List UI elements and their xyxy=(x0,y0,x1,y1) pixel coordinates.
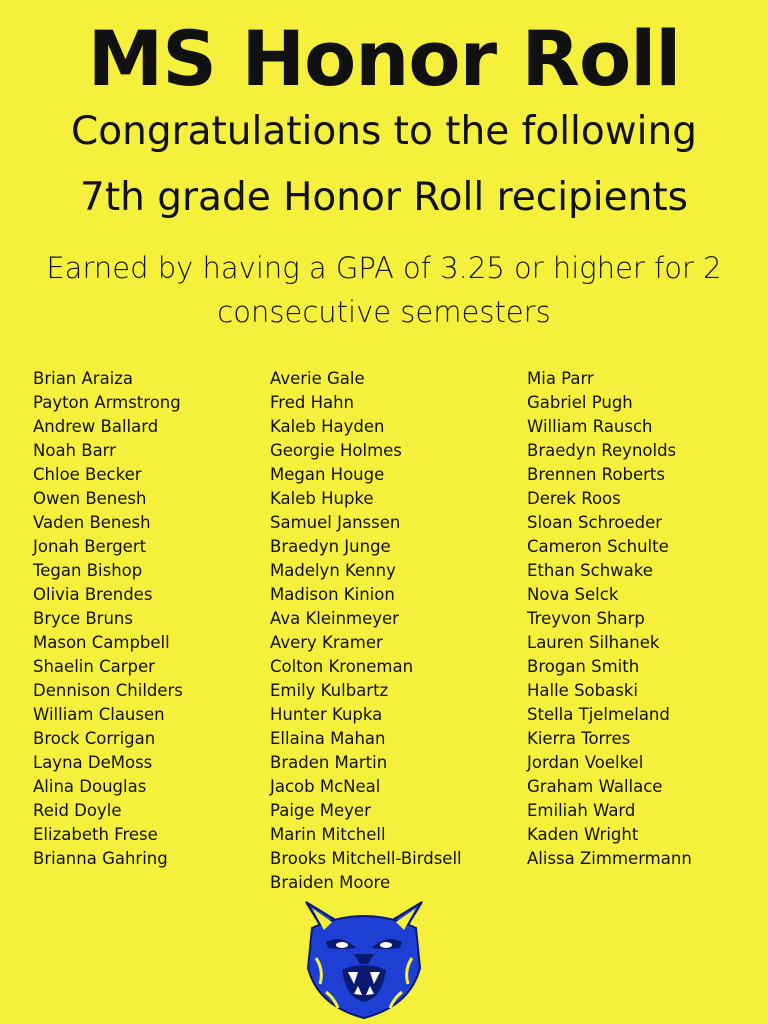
honoree-name: Emily Kulbartz xyxy=(270,681,389,700)
honoree-name: Olivia Brendes xyxy=(33,585,153,604)
honoree-name: Bryce Bruns xyxy=(33,609,133,628)
honoree-name: Braedyn Reynolds xyxy=(527,441,677,460)
honoree-name: Ethan Schwake xyxy=(527,561,653,580)
honoree-name: Braedyn Junge xyxy=(270,537,391,556)
honoree-name: Megan Houge xyxy=(270,465,385,484)
honoree-name: Alina Douglas xyxy=(33,777,147,796)
honoree-name: Jacob McNeal xyxy=(270,777,381,796)
subtitle-line-2: 7th grade Honor Roll recipients xyxy=(80,175,688,220)
honoree-name: Cameron Schulte xyxy=(527,537,669,556)
honoree-name: Owen Benesh xyxy=(33,489,147,508)
honoree-name: Shaelin Carper xyxy=(33,657,155,676)
honoree-name: Kaleb Hupke xyxy=(270,489,374,508)
page-title: MS Honor Roll xyxy=(87,14,681,103)
names-column-3 xyxy=(527,367,692,871)
honoree-name: Emiliah Ward xyxy=(527,801,636,820)
honoree-name: Mason Campbell xyxy=(33,633,170,652)
honoree-name: Brian Araiza xyxy=(33,369,134,388)
honoree-name: Stella Tjelmeland xyxy=(527,705,670,724)
honoree-name: Hunter Kupka xyxy=(270,705,383,724)
honoree-name: Brennen Roberts xyxy=(527,465,665,484)
honoree-name: Dennison Childers xyxy=(33,681,183,700)
criteria-line-2: consecutive semesters xyxy=(217,295,551,329)
honoree-name: Georgie Holmes xyxy=(270,441,402,460)
honoree-name: Treyvon Sharp xyxy=(527,609,645,628)
honoree-name: Braiden Moore xyxy=(270,873,391,892)
honoree-name: William Clausen xyxy=(33,705,165,724)
honoree-name: Jonah Bergert xyxy=(33,537,147,556)
honoree-name: Gabriel Pugh xyxy=(527,393,633,412)
criteria-line-1: Earned by having a GPA of 3.25 or higher for 2 xyxy=(46,251,722,285)
honoree-name: Layna DeMoss xyxy=(33,753,153,772)
honoree-name: Fred Hahn xyxy=(270,393,355,412)
honoree-name: Mia Parr xyxy=(527,369,594,388)
honoree-name: Madelyn Kenny xyxy=(270,561,396,580)
honoree-name: Paige Meyer xyxy=(270,801,371,820)
honoree-name: Brock Corrigan xyxy=(33,729,156,748)
honoree-name: Nova Selck xyxy=(527,585,619,604)
subtitle-line-1: Congratulations to the following xyxy=(71,109,697,154)
honoree-name: Graham Wallace xyxy=(527,777,663,796)
honoree-name: Ellaina Mahan xyxy=(270,729,386,748)
honoree-name: Brianna Gahring xyxy=(33,849,168,868)
honoree-name: Sloan Schroeder xyxy=(527,513,663,532)
honoree-name: Madison Kinion xyxy=(270,585,395,604)
names-column-1 xyxy=(33,367,183,871)
honoree-name: Samuel Janssen xyxy=(270,513,401,532)
honoree-name: Colton Kroneman xyxy=(270,657,414,676)
honoree-name: Kaleb Hayden xyxy=(270,417,385,436)
honoree-name: Lauren Silhanek xyxy=(527,633,660,652)
honoree-name: Averie Gale xyxy=(270,369,365,388)
honoree-name: Noah Barr xyxy=(33,441,116,460)
honoree-name: Kaden Wright xyxy=(527,825,639,844)
criteria-text xyxy=(0,246,768,334)
honoree-name: Brogan Smith xyxy=(527,657,640,676)
honoree-name: Braden Martin xyxy=(270,753,388,772)
honoree-name: Brooks Mitchell-Birdsell xyxy=(270,849,462,868)
honoree-name: Vaden Benesh xyxy=(33,513,151,532)
honoree-name: Jordan Voelkel xyxy=(527,753,644,772)
honoree-name: William Rausch xyxy=(527,417,653,436)
honoree-name: Ava Kleinmeyer xyxy=(270,609,399,628)
honoree-name: Alissa Zimmermann xyxy=(527,849,692,868)
honoree-name: Payton Armstrong xyxy=(33,393,181,412)
honoree-name: Derek Roos xyxy=(527,489,621,508)
honoree-name: Avery Kramer xyxy=(270,633,383,652)
honoree-name: Elizabeth Frese xyxy=(33,825,158,844)
honoree-name: Kierra Torres xyxy=(527,729,631,748)
honoree-name: Reid Doyle xyxy=(33,801,122,820)
honoree-name: Marin Mitchell xyxy=(270,825,386,844)
honoree-name: Andrew Ballard xyxy=(33,417,159,436)
honoree-name: Chloe Becker xyxy=(33,465,142,484)
wildcat-icon xyxy=(298,898,430,1020)
honoree-name: Tegan Bishop xyxy=(33,561,143,580)
names-column-2 xyxy=(270,367,462,895)
honoree-name: Halle Sobaski xyxy=(527,681,638,700)
